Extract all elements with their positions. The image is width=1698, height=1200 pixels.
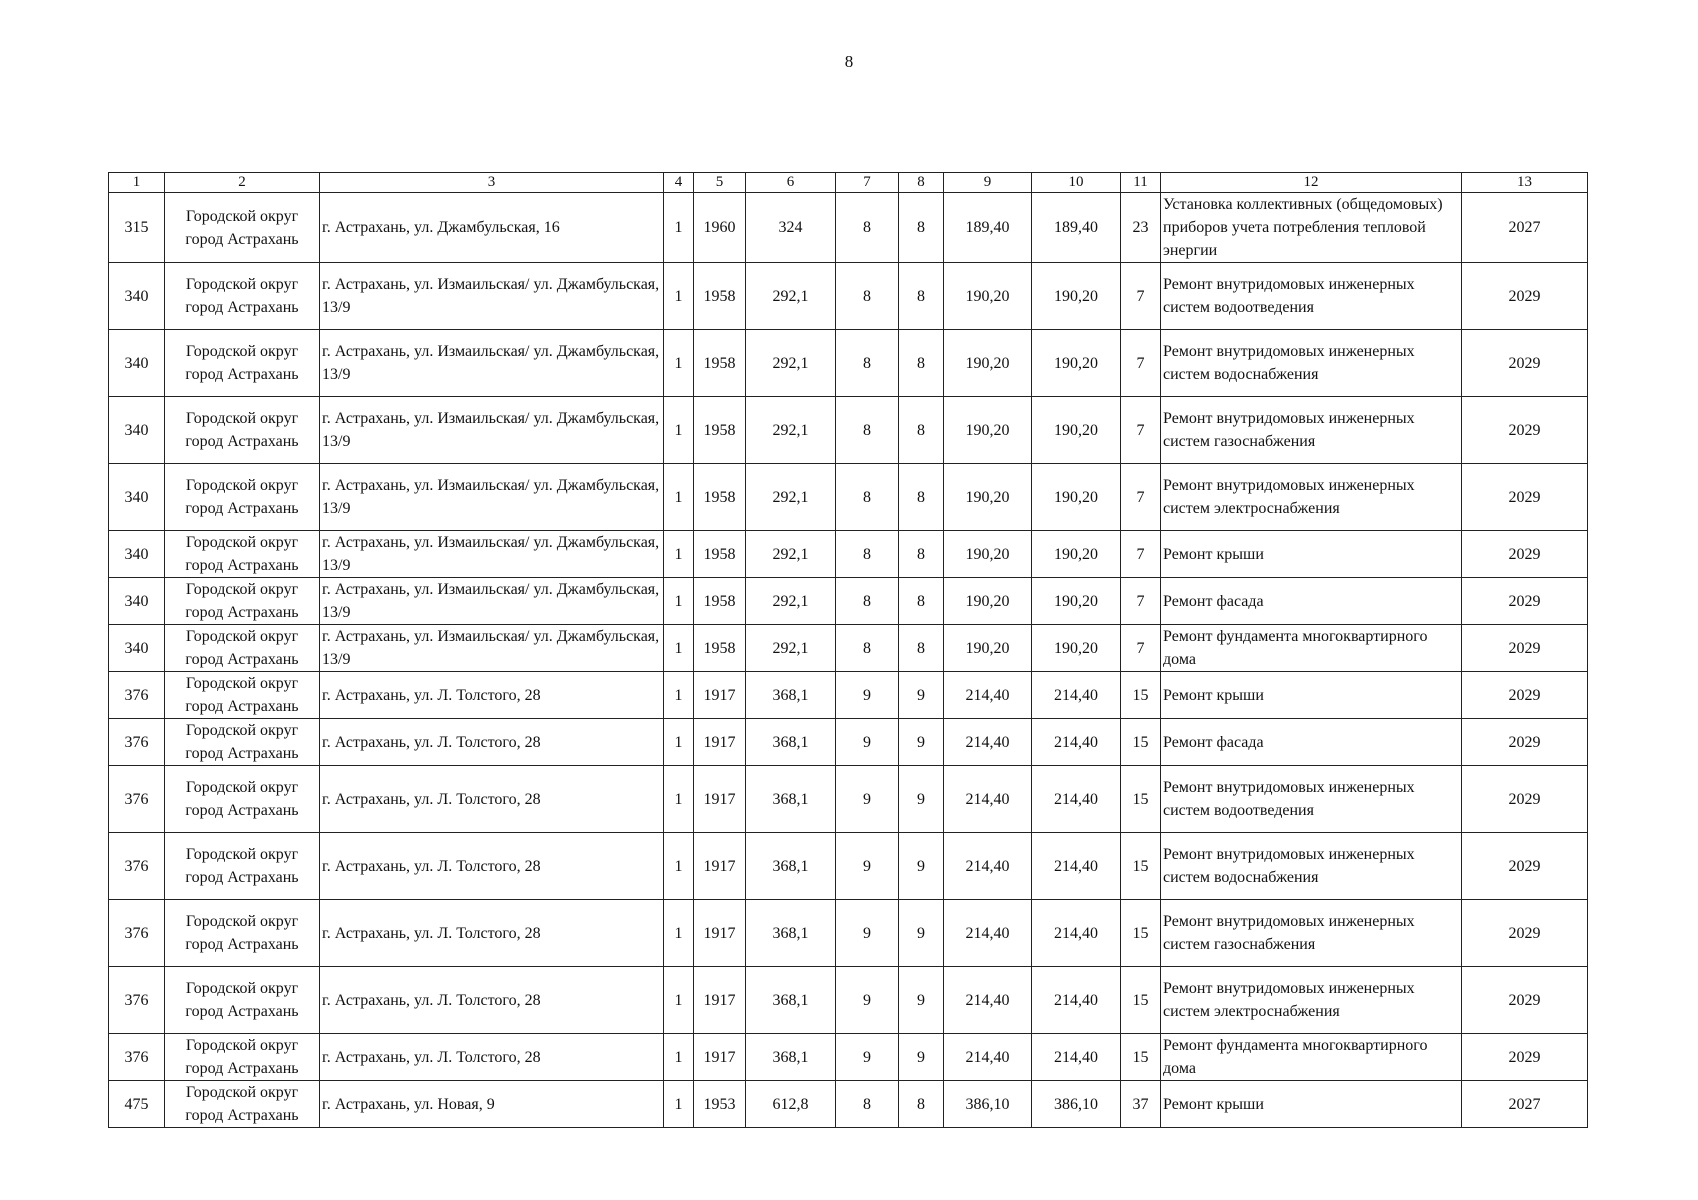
col4-cell: 1 [664, 578, 694, 625]
col4-cell: 1 [664, 967, 694, 1034]
work-type-cell: Установка коллективных (общедомовых) приборов учета потребления тепловой энергии [1161, 193, 1462, 263]
year-cell: 1917 [694, 900, 746, 967]
col10-cell: 190,20 [1032, 330, 1121, 397]
table-row [109, 330, 1588, 397]
row-number-cell: 376 [109, 967, 165, 1034]
col9-cell: 214,40 [944, 766, 1032, 833]
address-cell: г. Астрахань, ул. Измаильская/ ул. Джамбульская, 13/9 [320, 625, 664, 672]
col4-cell: 1 [664, 625, 694, 672]
header-cell: 10 [1032, 173, 1121, 193]
work-type-cell: Ремонт внутридомовых инженерных систем газоснабжения [1161, 900, 1462, 967]
area-cell: 368,1 [746, 672, 836, 719]
header-cell: 9 [944, 173, 1032, 193]
col8-cell: 8 [899, 464, 944, 531]
col9-cell: 189,40 [944, 193, 1032, 263]
col8-cell: 9 [899, 967, 944, 1034]
col4-cell: 1 [664, 833, 694, 900]
col9-cell: 214,40 [944, 719, 1032, 766]
address-cell: г. Астрахань, ул. Л. Толстого, 28 [320, 967, 664, 1034]
year-cell: 1958 [694, 464, 746, 531]
col10-cell: 190,20 [1032, 531, 1121, 578]
col7-cell: 8 [836, 464, 899, 531]
table-row [109, 578, 1588, 625]
col4-cell: 1 [664, 531, 694, 578]
work-type-cell: Ремонт внутридомовых инженерных систем водоотведения [1161, 766, 1462, 833]
address-cell: г. Астрахань, ул. Л. Толстого, 28 [320, 1034, 664, 1081]
area-cell: 292,1 [746, 263, 836, 330]
work-type-cell: Ремонт внутридомовых инженерных систем газоснабжения [1161, 397, 1462, 464]
municipality-cell: Городской округ город Астрахань [165, 833, 320, 900]
col7-cell: 9 [836, 967, 899, 1034]
year-cell: 1917 [694, 766, 746, 833]
address-cell: г. Астрахань, ул. Измаильская/ ул. Джамбульская, 13/9 [320, 397, 664, 464]
area-cell: 368,1 [746, 1034, 836, 1081]
year-cell: 1958 [694, 263, 746, 330]
col9-cell: 214,40 [944, 900, 1032, 967]
table-row [109, 833, 1588, 900]
table-row [109, 464, 1588, 531]
table-row [109, 900, 1588, 967]
year-cell: 1960 [694, 193, 746, 263]
municipality-cell: Городской округ город Астрахань [165, 397, 320, 464]
col10-cell: 190,20 [1032, 578, 1121, 625]
year-planned-cell: 2029 [1462, 833, 1588, 900]
work-type-cell: Ремонт фасада [1161, 578, 1462, 625]
municipality-cell: Городской округ город Астрахань [165, 672, 320, 719]
col8-cell: 9 [899, 1034, 944, 1081]
col9-cell: 190,20 [944, 625, 1032, 672]
col10-cell: 214,40 [1032, 719, 1121, 766]
col10-cell: 190,20 [1032, 625, 1121, 672]
municipality-cell: Городской округ город Астрахань [165, 967, 320, 1034]
area-cell: 292,1 [746, 625, 836, 672]
header-cell: 1 [109, 173, 165, 193]
col9-cell: 214,40 [944, 1034, 1032, 1081]
col7-cell: 8 [836, 330, 899, 397]
year-planned-cell: 2027 [1462, 1081, 1588, 1128]
row-number-cell: 315 [109, 193, 165, 263]
table-row [109, 1081, 1588, 1128]
year-cell: 1917 [694, 719, 746, 766]
row-number-cell: 340 [109, 578, 165, 625]
year-cell: 1917 [694, 833, 746, 900]
row-number-cell: 376 [109, 833, 165, 900]
year-cell: 1958 [694, 625, 746, 672]
col7-cell: 8 [836, 578, 899, 625]
header-cell: 3 [320, 173, 664, 193]
header-cell: 2 [165, 173, 320, 193]
year-cell: 1917 [694, 967, 746, 1034]
col11-cell: 15 [1121, 1034, 1161, 1081]
area-cell: 368,1 [746, 833, 836, 900]
col7-cell: 8 [836, 397, 899, 464]
municipality-cell: Городской округ город Астрахань [165, 193, 320, 263]
municipality-cell: Городской округ город Астрахань [165, 263, 320, 330]
col8-cell: 8 [899, 193, 944, 263]
col10-cell: 214,40 [1032, 672, 1121, 719]
table-row [109, 1034, 1588, 1081]
row-number-cell: 376 [109, 672, 165, 719]
municipality-cell: Городской округ город Астрахань [165, 719, 320, 766]
col8-cell: 9 [899, 672, 944, 719]
col4-cell: 1 [664, 330, 694, 397]
year-cell: 1958 [694, 397, 746, 464]
area-cell: 368,1 [746, 967, 836, 1034]
header-cell: 12 [1161, 173, 1462, 193]
area-cell: 292,1 [746, 578, 836, 625]
year-cell: 1953 [694, 1081, 746, 1128]
col7-cell: 8 [836, 531, 899, 578]
year-planned-cell: 2029 [1462, 967, 1588, 1034]
col7-cell: 8 [836, 1081, 899, 1128]
municipality-cell: Городской округ город Астрахань [165, 578, 320, 625]
col10-cell: 214,40 [1032, 766, 1121, 833]
year-planned-cell: 2029 [1462, 330, 1588, 397]
area-cell: 292,1 [746, 531, 836, 578]
year-cell: 1917 [694, 1034, 746, 1081]
col4-cell: 1 [664, 1034, 694, 1081]
col9-cell: 214,40 [944, 967, 1032, 1034]
year-planned-cell: 2029 [1462, 625, 1588, 672]
year-planned-cell: 2027 [1462, 193, 1588, 263]
col10-cell: 214,40 [1032, 900, 1121, 967]
address-cell: г. Астрахань, ул. Л. Толстого, 28 [320, 672, 664, 719]
col10-cell: 190,20 [1032, 464, 1121, 531]
col11-cell: 37 [1121, 1081, 1161, 1128]
work-type-cell: Ремонт внутридомовых инженерных систем водоснабжения [1161, 330, 1462, 397]
address-cell: г. Астрахань, ул. Л. Толстого, 28 [320, 900, 664, 967]
work-type-cell: Ремонт внутридомовых инженерных систем водоотведения [1161, 263, 1462, 330]
col4-cell: 1 [664, 263, 694, 330]
address-cell: г. Астрахань, ул. Измаильская/ ул. Джамбульская, 13/9 [320, 578, 664, 625]
table-body [109, 193, 1588, 1128]
work-type-cell: Ремонт внутридомовых инженерных систем электроснабжения [1161, 464, 1462, 531]
table-row [109, 967, 1588, 1034]
col11-cell: 15 [1121, 766, 1161, 833]
col11-cell: 7 [1121, 397, 1161, 464]
work-type-cell: Ремонт крыши [1161, 531, 1462, 578]
row-number-cell: 376 [109, 719, 165, 766]
address-cell: г. Астрахань, ул. Измаильская/ ул. Джамбульская, 13/9 [320, 464, 664, 531]
municipality-cell: Городской округ город Астрахань [165, 1081, 320, 1128]
address-cell: г. Астрахань, ул. Измаильская/ ул. Джамбульская, 13/9 [320, 531, 664, 578]
area-cell: 368,1 [746, 900, 836, 967]
row-number-cell: 376 [109, 900, 165, 967]
year-planned-cell: 2029 [1462, 263, 1588, 330]
col11-cell: 15 [1121, 719, 1161, 766]
col4-cell: 1 [664, 193, 694, 263]
table-row [109, 625, 1588, 672]
col7-cell: 9 [836, 833, 899, 900]
col9-cell: 190,20 [944, 263, 1032, 330]
col11-cell: 15 [1121, 900, 1161, 967]
col11-cell: 7 [1121, 263, 1161, 330]
col4-cell: 1 [664, 464, 694, 531]
col8-cell: 8 [899, 397, 944, 464]
col7-cell: 9 [836, 672, 899, 719]
col11-cell: 7 [1121, 330, 1161, 397]
col8-cell: 8 [899, 330, 944, 397]
header-cell: 8 [899, 173, 944, 193]
col4-cell: 1 [664, 719, 694, 766]
municipality-cell: Городской округ город Астрахань [165, 900, 320, 967]
table-row [109, 531, 1588, 578]
col8-cell: 9 [899, 719, 944, 766]
address-cell: г. Астрахань, ул. Л. Толстого, 28 [320, 766, 664, 833]
col4-cell: 1 [664, 397, 694, 464]
col11-cell: 7 [1121, 464, 1161, 531]
header-row [109, 173, 1588, 193]
col7-cell: 9 [836, 719, 899, 766]
col8-cell: 8 [899, 1081, 944, 1128]
col11-cell: 23 [1121, 193, 1161, 263]
col7-cell: 8 [836, 625, 899, 672]
address-cell: г. Астрахань, ул. Л. Толстого, 28 [320, 719, 664, 766]
year-cell: 1958 [694, 531, 746, 578]
work-type-cell: Ремонт фасада [1161, 719, 1462, 766]
col11-cell: 15 [1121, 672, 1161, 719]
area-cell: 612,8 [746, 1081, 836, 1128]
col4-cell: 1 [664, 900, 694, 967]
header-cell: 7 [836, 173, 899, 193]
work-type-cell: Ремонт внутридомовых инженерных систем электроснабжения [1161, 967, 1462, 1034]
col10-cell: 214,40 [1032, 1034, 1121, 1081]
col8-cell: 9 [899, 833, 944, 900]
col10-cell: 386,10 [1032, 1081, 1121, 1128]
col9-cell: 190,20 [944, 531, 1032, 578]
row-number-cell: 340 [109, 625, 165, 672]
year-planned-cell: 2029 [1462, 1034, 1588, 1081]
year-planned-cell: 2029 [1462, 719, 1588, 766]
col11-cell: 7 [1121, 625, 1161, 672]
col4-cell: 1 [664, 672, 694, 719]
area-cell: 324 [746, 193, 836, 263]
municipality-cell: Городской округ город Астрахань [165, 464, 320, 531]
row-number-cell: 376 [109, 766, 165, 833]
row-number-cell: 340 [109, 397, 165, 464]
municipality-cell: Городской округ город Астрахань [165, 1034, 320, 1081]
col8-cell: 8 [899, 263, 944, 330]
table-row [109, 193, 1588, 263]
row-number-cell: 475 [109, 1081, 165, 1128]
row-number-cell: 340 [109, 263, 165, 330]
year-planned-cell: 2029 [1462, 397, 1588, 464]
col9-cell: 190,20 [944, 397, 1032, 464]
address-cell: г. Астрахань, ул. Новая, 9 [320, 1081, 664, 1128]
col8-cell: 8 [899, 531, 944, 578]
municipality-cell: Городской округ город Астрахань [165, 330, 320, 397]
col7-cell: 9 [836, 766, 899, 833]
year-planned-cell: 2029 [1462, 578, 1588, 625]
year-planned-cell: 2029 [1462, 672, 1588, 719]
col9-cell: 190,20 [944, 330, 1032, 397]
work-type-cell: Ремонт внутридомовых инженерных систем водоснабжения [1161, 833, 1462, 900]
col7-cell: 8 [836, 263, 899, 330]
row-number-cell: 340 [109, 531, 165, 578]
col8-cell: 8 [899, 625, 944, 672]
area-cell: 368,1 [746, 719, 836, 766]
col4-cell: 1 [664, 1081, 694, 1128]
col8-cell: 8 [899, 578, 944, 625]
col8-cell: 9 [899, 766, 944, 833]
col7-cell: 9 [836, 1034, 899, 1081]
table-row [109, 719, 1588, 766]
row-number-cell: 340 [109, 464, 165, 531]
col10-cell: 190,20 [1032, 397, 1121, 464]
header-cell: 11 [1121, 173, 1161, 193]
register-table [108, 172, 1588, 1128]
table-row [109, 672, 1588, 719]
address-cell: г. Астрахань, ул. Л. Толстого, 28 [320, 833, 664, 900]
year-planned-cell: 2029 [1462, 531, 1588, 578]
col7-cell: 8 [836, 193, 899, 263]
year-planned-cell: 2029 [1462, 766, 1588, 833]
municipality-cell: Городской округ город Астрахань [165, 625, 320, 672]
work-type-cell: Ремонт крыши [1161, 1081, 1462, 1128]
col4-cell: 1 [664, 766, 694, 833]
table-row [109, 766, 1588, 833]
header-cell: 6 [746, 173, 836, 193]
col9-cell: 190,20 [944, 578, 1032, 625]
col9-cell: 214,40 [944, 833, 1032, 900]
col11-cell: 7 [1121, 531, 1161, 578]
col9-cell: 386,10 [944, 1081, 1032, 1128]
address-cell: г. Астрахань, ул. Джамбульская, 16 [320, 193, 664, 263]
address-cell: г. Астрахань, ул. Измаильская/ ул. Джамбульская, 13/9 [320, 263, 664, 330]
col10-cell: 190,20 [1032, 263, 1121, 330]
row-number-cell: 376 [109, 1034, 165, 1081]
page-number: 8 [844, 52, 854, 71]
municipality-cell: Городской округ город Астрахань [165, 766, 320, 833]
work-type-cell: Ремонт фундамента многоквартирного дома [1161, 625, 1462, 672]
year-cell: 1958 [694, 578, 746, 625]
col10-cell: 189,40 [1032, 193, 1121, 263]
work-type-cell: Ремонт фундамента многоквартирного дома [1161, 1034, 1462, 1081]
header-cell: 5 [694, 173, 746, 193]
table-row [109, 397, 1588, 464]
col10-cell: 214,40 [1032, 967, 1121, 1034]
area-cell: 292,1 [746, 330, 836, 397]
area-cell: 292,1 [746, 464, 836, 531]
header-cell: 13 [1462, 173, 1588, 193]
area-cell: 292,1 [746, 397, 836, 464]
col11-cell: 15 [1121, 967, 1161, 1034]
area-cell: 368,1 [746, 766, 836, 833]
col9-cell: 214,40 [944, 672, 1032, 719]
col8-cell: 9 [899, 900, 944, 967]
year-planned-cell: 2029 [1462, 900, 1588, 967]
col10-cell: 214,40 [1032, 833, 1121, 900]
col7-cell: 9 [836, 900, 899, 967]
municipality-cell: Городской округ город Астрахань [165, 531, 320, 578]
year-cell: 1958 [694, 330, 746, 397]
address-cell: г. Астрахань, ул. Измаильская/ ул. Джамбульская, 13/9 [320, 330, 664, 397]
year-planned-cell: 2029 [1462, 464, 1588, 531]
col11-cell: 15 [1121, 833, 1161, 900]
header-cell: 4 [664, 173, 694, 193]
col11-cell: 7 [1121, 578, 1161, 625]
year-cell: 1917 [694, 672, 746, 719]
row-number-cell: 340 [109, 330, 165, 397]
work-type-cell: Ремонт крыши [1161, 672, 1462, 719]
table-row [109, 263, 1588, 330]
col9-cell: 190,20 [944, 464, 1032, 531]
